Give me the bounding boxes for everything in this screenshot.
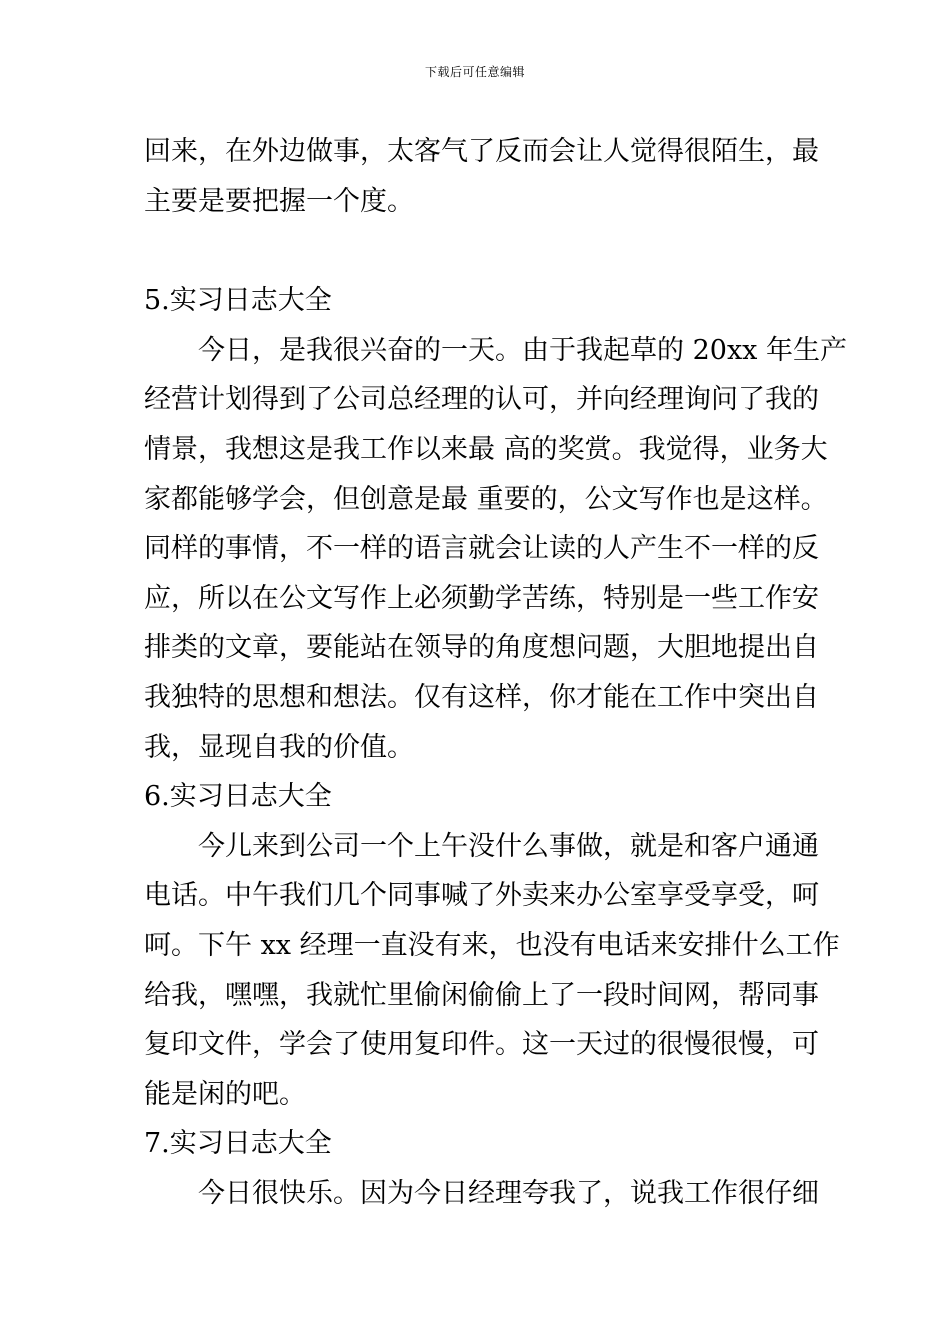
text-line: 应，所以在公文写作上必须勤学苦练，特别是一些工作安	[144, 582, 819, 614]
text-line: 我，显现自我的价值。	[144, 731, 414, 763]
section-heading-5: 5.实习日志大全	[144, 285, 332, 317]
text-line: 回来，在外边做事，太客气了反而会让人觉得很陌生，最	[144, 136, 819, 167]
text-line: 电话。中午我们几个同事喊了外卖来办公室享受享受，呵	[144, 880, 819, 912]
text-line: 复印文件，学会了使用复印件。这一天过的很慢很慢，可	[144, 1029, 819, 1061]
text-line: 给我，嘿嘿，我就忙里偷闲偷偷上了一段时间网，帮同事	[144, 979, 819, 1011]
text-line: 能是闲的吧。	[144, 1078, 306, 1110]
text-line: 主要是要把握一个度。	[144, 185, 414, 217]
header-note: 下载后可任意编辑	[424, 65, 525, 79]
text-line: 排类的文章，要能站在领导的角度想问题，大胆地提出自	[144, 632, 819, 664]
text-line: 今儿来到公司一个上午没什么事做，就是和客户通通	[198, 830, 819, 862]
text-line: 呵。下午 xx 经理一直没有来，也没有电话来安排什么工作	[144, 929, 840, 961]
text-line: 经营计划得到了公司总经理的认可，并向经理询问了我的	[144, 384, 819, 416]
text-line: 我独特的思想和想法。仅有这样，你才能在工作中突出自	[144, 681, 819, 713]
text-line: 同样的事情，不一样的语言就会让读的人产生不一样的反	[144, 533, 819, 565]
document-body	[144, 127, 847, 1218]
section-heading-7: 7.实习日志大全	[144, 1128, 332, 1160]
paragraph-gap	[144, 226, 810, 276]
section-heading-6: 6.实习日志大全	[144, 781, 332, 813]
text-line: 今日很快乐。因为今日经理夸我了，说我工作很仔细	[198, 1177, 819, 1209]
text-line: 家都能够学会，但创意是最 重要的，公文写作也是这样。	[144, 483, 828, 515]
text-line: 今日，是我很兴奋的一天。由于我起草的 20xx 年生产	[198, 334, 847, 366]
text-line: 情景，我想这是我工作以来最 高的奖赏。我觉得，业务大	[144, 433, 828, 465]
